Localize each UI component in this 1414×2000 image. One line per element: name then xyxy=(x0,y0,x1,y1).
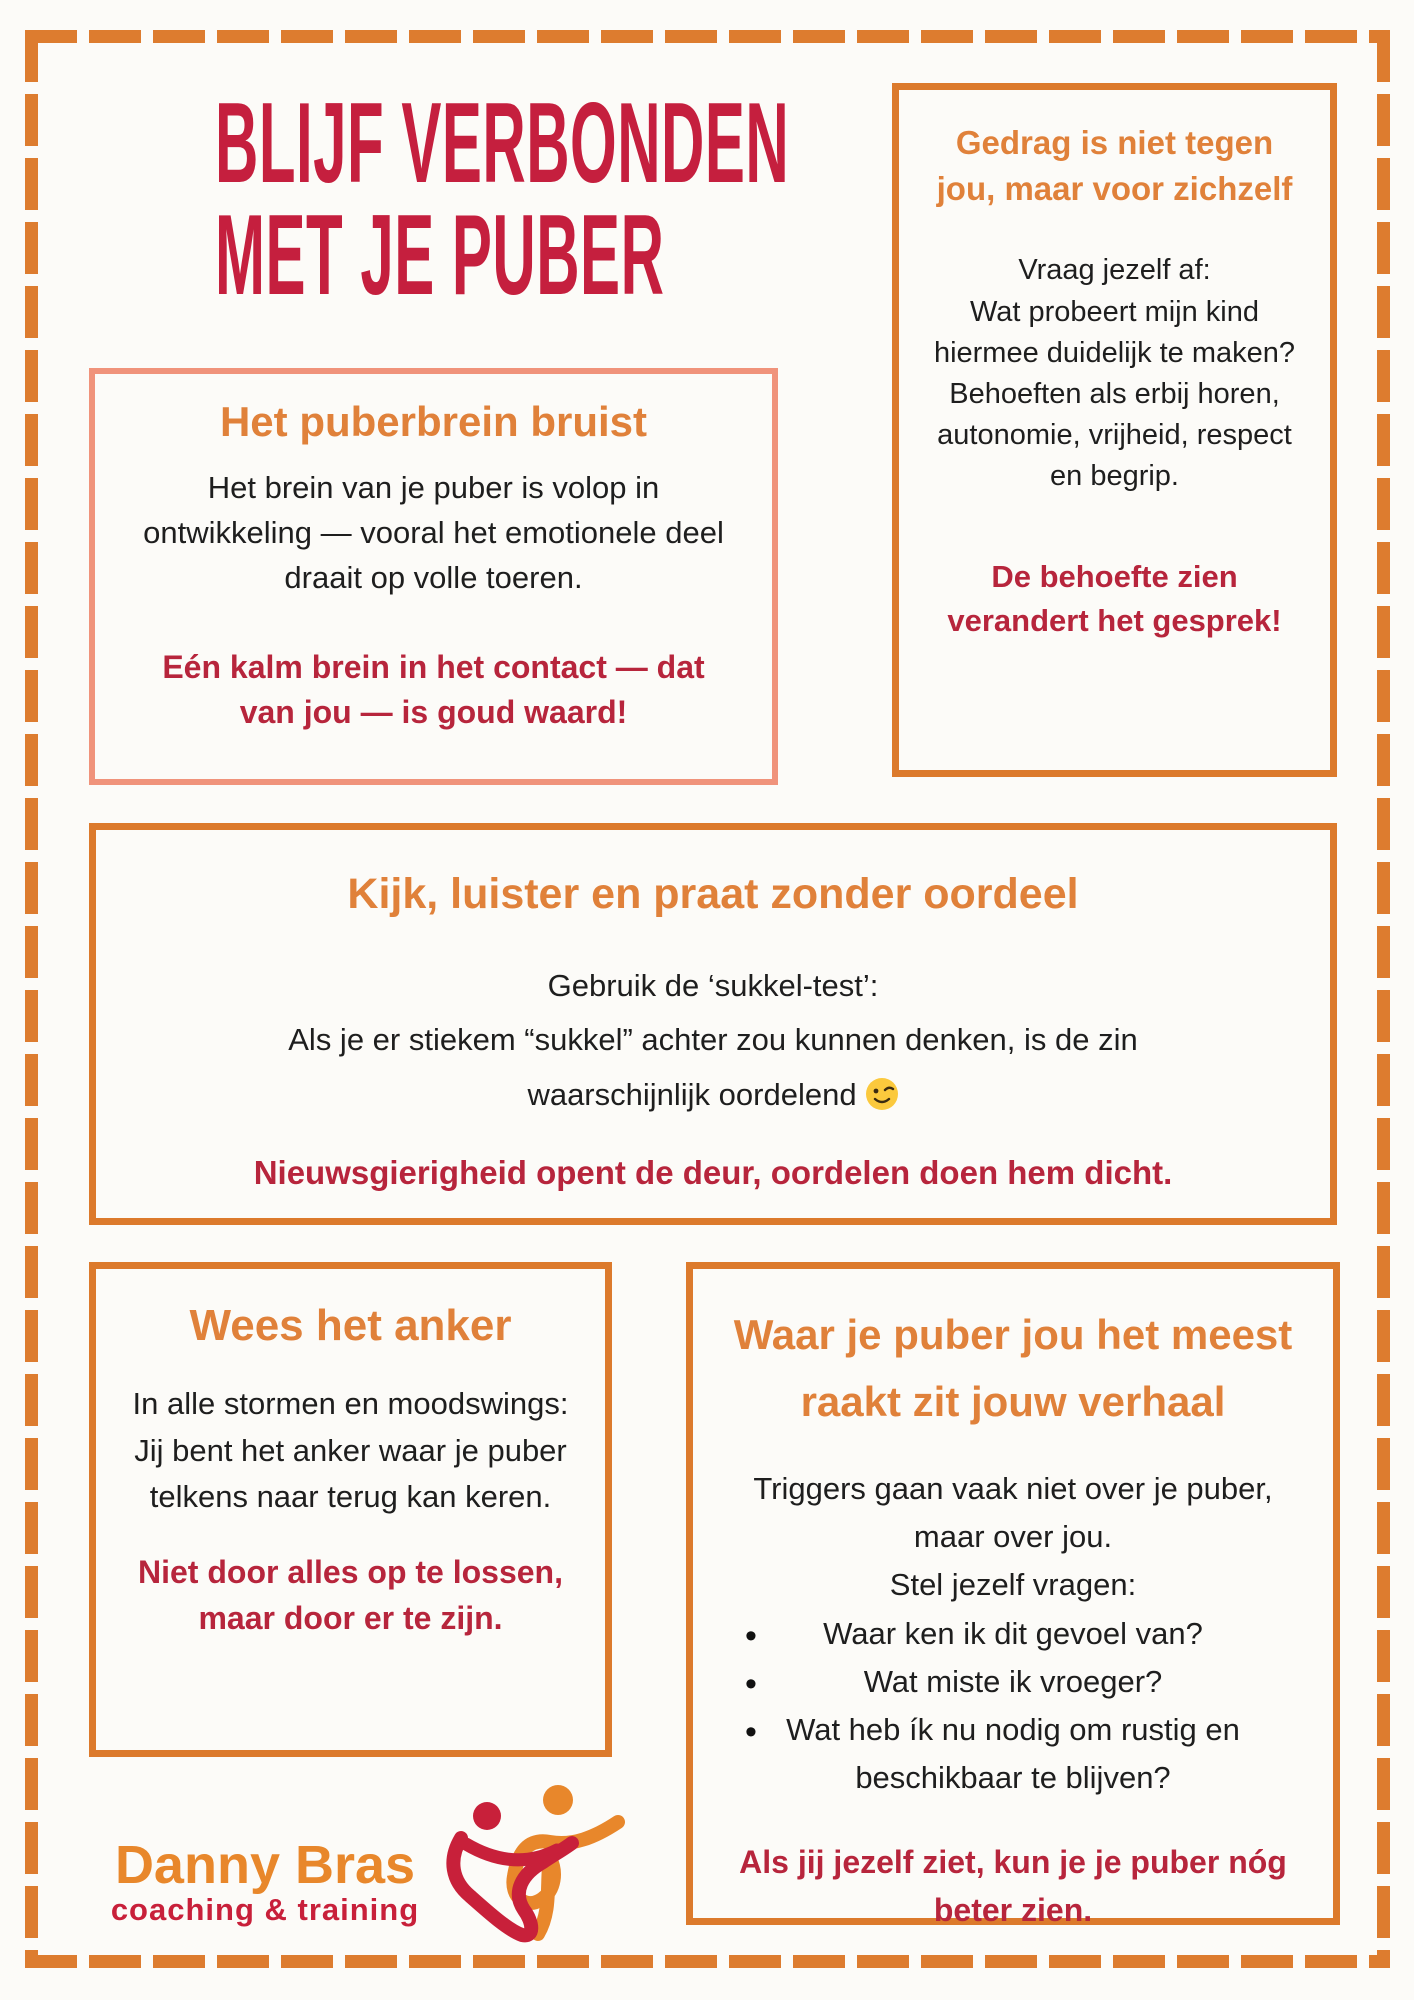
logo-text xyxy=(100,1835,430,1927)
box-puberbrein-header: Het puberbrein bruist xyxy=(219,398,648,445)
box-kijk-body-line2: Als je er stiekem “sukkel” achter zou kunnen denken, is de zin xyxy=(288,1022,1138,1058)
box-gedrag-body-intro: Vraag jezelf af: xyxy=(1018,254,1211,287)
box-kijk-body-line3 xyxy=(156,1068,1270,1122)
box-anker-body-line1: In alle stormen en moodswings: xyxy=(132,1386,569,1421)
box-anker-accent: Niet door alles op te lossen, maar door er te zijn. xyxy=(138,1553,563,1636)
box-gedrag-body-question: Wat probeert mijn kind hiermee duidelijk te maken? xyxy=(933,295,1296,369)
box-verhaal-bullet-list xyxy=(717,1610,1309,1802)
box-gedrag-body xyxy=(927,250,1302,497)
box-anker-header: Wees het anker xyxy=(189,1301,512,1350)
box-puberbrein xyxy=(89,368,778,785)
box-gedrag xyxy=(892,83,1337,777)
box-verhaal-body-line1: Triggers gaan vaak niet over je puber, maar over jou. xyxy=(753,1471,1273,1555)
title-line-2: MET JE PUBER xyxy=(215,191,665,320)
box-verhaal-body xyxy=(717,1465,1309,1801)
box-anker xyxy=(89,1262,612,1757)
box-kijk-body xyxy=(156,959,1270,1122)
logo-tagline: coaching & training xyxy=(110,1892,420,1927)
box-gedrag-body-needs: Behoeften als erbij horen, autonomie, vrijheid, respect en begrip. xyxy=(937,377,1292,493)
box-puberbrein-accent: Eén kalm brein in het contact — dat van jou — is goud waard! xyxy=(162,648,705,730)
bullet-item: • Wat heb ík nu nodig om rustig en beschikbaar te blijven? xyxy=(717,1706,1309,1802)
box-kijk-header: Kijk, luister en praat zonder oordeel xyxy=(347,870,1079,918)
box-kijk-body-line3-text: waarschijnlijk oordelend xyxy=(527,1076,857,1112)
logo-name: Danny Bras xyxy=(114,1835,416,1895)
box-kijk-accent: Nieuwsgierigheid opent de deur, oordelen doen hem dicht. xyxy=(253,1153,1173,1191)
box-puberbrein-body: Het brein van je puber is volop in ontwikkeling — vooral het emotionele deel draait op volle toeren. xyxy=(143,470,724,595)
dashed-border-right xyxy=(1377,30,1390,1968)
box-kijk-body-line1: Gebruik de ‘sukkel-test’: xyxy=(547,968,879,1003)
poster-title xyxy=(60,79,790,320)
bullet-item: • Wat miste ik vroeger? xyxy=(717,1658,1309,1706)
box-verhaal-header: Waar je puber jou het meest raakt zit jouw verhaal xyxy=(733,1311,1293,1426)
box-verhaal-accent: Als jij jezelf ziet, kun je je puber nóg beter zien. xyxy=(739,1843,1287,1928)
box-kijk xyxy=(89,823,1337,1225)
bullet-item: • Waar ken ik dit gevoel van? xyxy=(717,1610,1309,1658)
title-line-1: BLIJF VERBONDEN xyxy=(215,79,790,208)
box-verhaal xyxy=(686,1262,1340,1928)
wink-emoji-icon xyxy=(865,1077,899,1111)
box-gedrag-accent: De behoefte zien verandert het gesprek! xyxy=(947,559,1282,638)
dashed-border-bottom xyxy=(25,1955,1389,1968)
dashed-border-top xyxy=(25,30,1389,43)
box-anker-body-line2: Jij bent het anker waar je puber telkens naar terug kan keren. xyxy=(134,1432,567,1514)
dashed-border-left xyxy=(25,30,38,1968)
logo xyxy=(100,1820,620,1955)
box-anker-body xyxy=(122,1381,579,1521)
box-verhaal-body-line2: Stel jezelf vragen: xyxy=(889,1567,1137,1603)
box-gedrag-header: Gedrag is niet tegen jou, maar voor zichzelf xyxy=(936,124,1293,208)
logo-dancing-figures-icon xyxy=(430,1780,630,1955)
